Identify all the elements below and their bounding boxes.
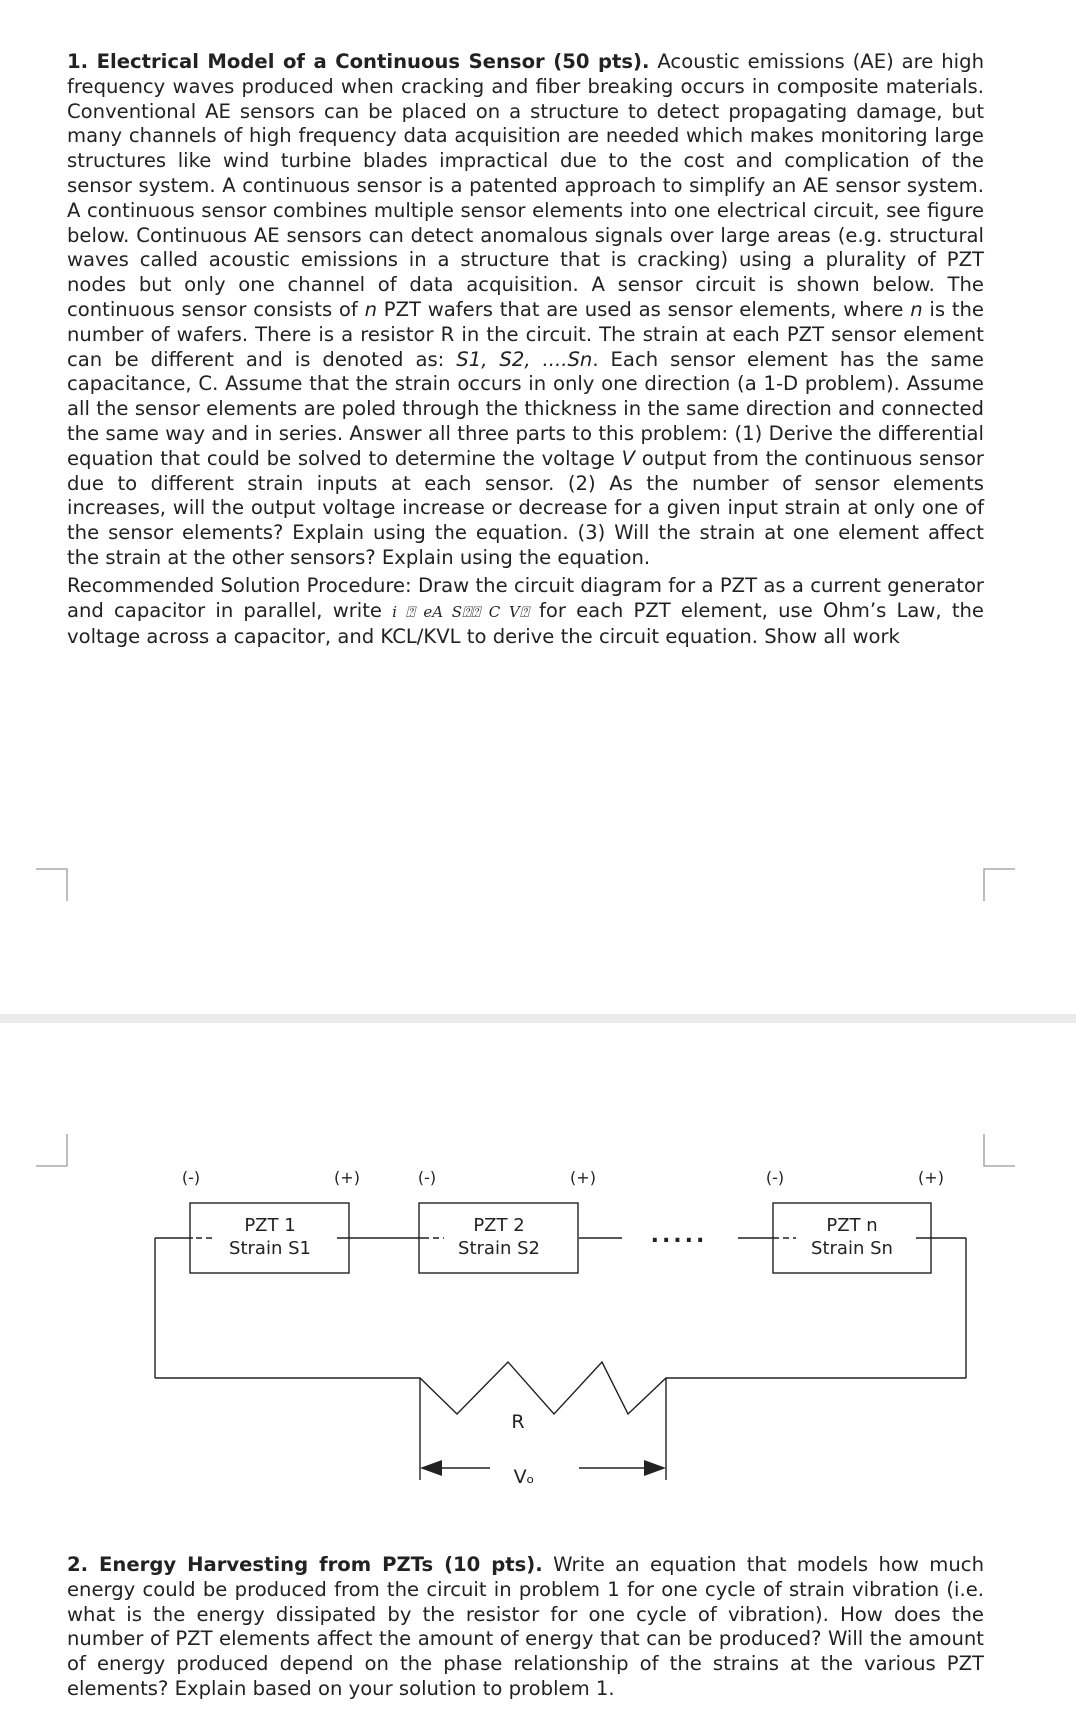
variable-v: V [621, 446, 635, 470]
arrowhead-left [420, 1460, 442, 1476]
variable-n: n [364, 297, 377, 321]
pzt-2-name: PZT 2 [473, 1215, 525, 1236]
pzt-2-positive-terminal: (+) [570, 1168, 596, 1187]
pzt-2-negative-terminal: (-) [417, 1168, 437, 1187]
pzt-n-negative-terminal: (-) [765, 1168, 785, 1187]
margin-corner-mark [36, 868, 68, 902]
page-break-separator [0, 1014, 1076, 1023]
problem-1-paragraph [67, 50, 984, 571]
margin-corner-mark [983, 868, 1015, 902]
continuous-sensor-circuit-diagram [0, 1150, 1076, 1500]
problem-1-text-a: Acoustic emissions (AE) are high frequency waves produced when cracking and fiber breaking occurs in composite materials. Conventional AE sensors can be placed on a structure to detect propagating damage, but many channels of high frequency data acquisition are needed which makes monitoring large structures like wind turbine blades impractical due to the cost and complication of the sensor system. A continuous sensor is a patented approach to simplify an AE sensor system. A continuous sensor combines multiple sensor elements into one electrical circuit, see figure below. Continuous AE sensors can detect anomalous signals over large areas (e.g. structural waves called acoustic emissions in a structure that is cracking) using a plurality of PZT nodes but only one channel of data acquisition. A sensor circuit is shown below. The continuous sensor consists of [67, 50, 984, 321]
pzt-1-strain: Strain S1 [229, 1238, 311, 1259]
pzt-n-strain: Strain Sn [811, 1238, 893, 1259]
problem-1-text-b: PZT wafers that are used as sensor elements, where [376, 297, 911, 321]
solution-procedure-paragraph [67, 574, 984, 649]
problem-2-text: Write an equation that models how much energy could be produced from the circuit in problem 1 for one cycle of strain vibration (i.e. what is the energy dissipated by the resistor for one cycle of vibration). How does the number of PZT elements affect the amount of energy that can be produced? Will the amount of energy produced depend on the phase relationship of the strains at the various PZT elements? Explain based on your solution to problem 1. [67, 1553, 984, 1700]
problem-1-text-d: . Each sensor element has the same capacitance, C. Assume that the strain occurs in only one direction (a 1-D problem). Assume all the sensor elements are poled through the thickness in the same direction and connected the same way and in series. Answer all three parts to this problem: (1) Derive the differential equation that could be solved to determine the voltage [67, 347, 984, 470]
pzt-1-name: PZT 1 [244, 1215, 296, 1236]
pzt-current-equation: i ⍰ eA S⍰⍰ C V⍰ [392, 602, 529, 621]
arrowhead-right [644, 1460, 666, 1476]
pzt-n-name: PZT n [826, 1215, 878, 1236]
variable-n: n [910, 297, 923, 321]
problem-1-heading: 1. Electrical Model of a Continuous Sensor (50 pts). [67, 50, 650, 73]
pzt-n-positive-terminal: (+) [918, 1168, 944, 1187]
strain-list: S1, S2, ....Sn [456, 347, 593, 371]
problem-2-heading: 2. Energy Harvesting from PZTs (10 pts). [67, 1553, 543, 1576]
problem-1-text-e: output from the continuous sensor due to different strain inputs at each sensor. (2) As the number of sensor elements increases, will the output voltage increase or decrease for a given input strain at only one of the sensor elements? Explain using the equation. (3) Will the strain at one element affect the strain at the other sensors? Explain using the equation. [67, 446, 984, 569]
output-voltage-label: Vₒ [513, 1466, 535, 1488]
procedure-text-a: Recommended Solution Procedure: Draw the circuit diagram for a PZT as a current generator and capacitor in parallel, write [67, 574, 984, 622]
procedure-text-b: for each PZT element, use Ohm’s Law, the voltage across a capacitor, and KCL/KVL to derive the circuit equation. Show all work [67, 598, 984, 648]
resistor-label: R [511, 1411, 525, 1433]
pzt-1-positive-terminal: (+) [334, 1168, 360, 1187]
pzt-2-strain: Strain S2 [458, 1238, 540, 1259]
problem-2-paragraph [67, 1553, 984, 1702]
series-ellipsis: ..... [650, 1223, 708, 1248]
problem-1-text-c: is the number of wafers. There is a resistor R in the circuit. The strain at each PZT sensor element can be different and is denoted as: [67, 297, 984, 371]
pzt-1-negative-terminal: (-) [181, 1168, 201, 1187]
